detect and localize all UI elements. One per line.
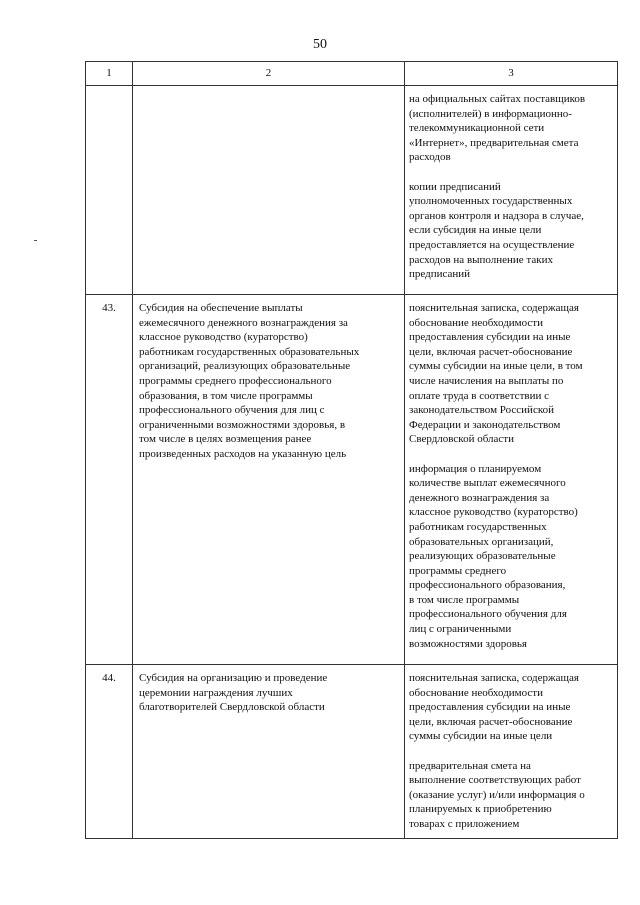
- margin-mark: [34, 240, 37, 241]
- required-documents: [405, 86, 618, 295]
- table-row: [86, 86, 618, 295]
- document-item: на официальных сайтах поставщиков (исполнителей) в информационно- телекоммуникационной сети «Интернет», предварительная смета расходов: [409, 93, 586, 164]
- row-number: 44.: [86, 665, 133, 839]
- subsidy-description: [133, 665, 405, 839]
- subsidy-text: Субсидия на организацию и проведение церемонии награждения лучших благотворителей Свердловской области: [139, 672, 328, 714]
- required-documents: [405, 295, 618, 665]
- subsidy-description: [133, 86, 405, 295]
- row-number: 43.: [86, 295, 133, 665]
- subsidy-text: Субсидия на обеспечение выплаты ежемесячного денежного вознаграждения за классное руководство (кураторство) работникам государственных образовательных организаций, реализующих образовательные программы среднего профессионального образования, в том числе программы профессионального обучения для лиц с ограниченными возможностями здоровья, в том числе в целях возмещения ранее произведенных расходов на указанную цель: [139, 302, 360, 460]
- subsidy-description: [133, 295, 405, 665]
- header-col-1: 1: [86, 62, 133, 86]
- header-col-2: 2: [133, 62, 405, 86]
- document-item: информация о планируемом количестве выплат ежемесячного денежного вознаграждения за классное руководство (кураторство) работникам государственных образовательных организаций, реализующих образовательные программы среднего профессионального образования, в том числе программы профессионального обучения для лиц с ограниченными возможностями здоровья: [409, 462, 578, 650]
- required-documents: [405, 665, 618, 839]
- header-col-3: 3: [405, 62, 618, 86]
- row-number: [86, 86, 133, 295]
- table-row: [86, 295, 618, 665]
- table-header-row: [86, 62, 618, 86]
- subsidy-documents-table: [85, 61, 618, 839]
- document-item: копии предписаний уполномоченных государственных органов контроля и надзора в случае, если субсидия на иные цели предоставляется на осуществление расходов на выполнение таких предписаний: [409, 180, 584, 281]
- document-item: предварительная смета на выполнение соответствующих работ (оказание услуг) и/или информация о планируемых к приобретению товарах с приложением: [409, 759, 585, 830]
- document-item: пояснительная записка, содержащая обоснование необходимости предоставления субсидии на иные цели, включая расчет-обоснование суммы субсидии на иные цели, в том числе начисления на выплаты по оплате труда в соответствии с законодательством Российской Федерации и законодательством Свердловской области: [409, 302, 583, 446]
- page-number: 50: [313, 37, 327, 52]
- document-item: пояснительная записка, содержащая обоснование необходимости предоставления субсидии на иные цели, включая расчет-обоснование суммы субсидии на иные цели: [409, 672, 579, 743]
- table-row: [86, 665, 618, 839]
